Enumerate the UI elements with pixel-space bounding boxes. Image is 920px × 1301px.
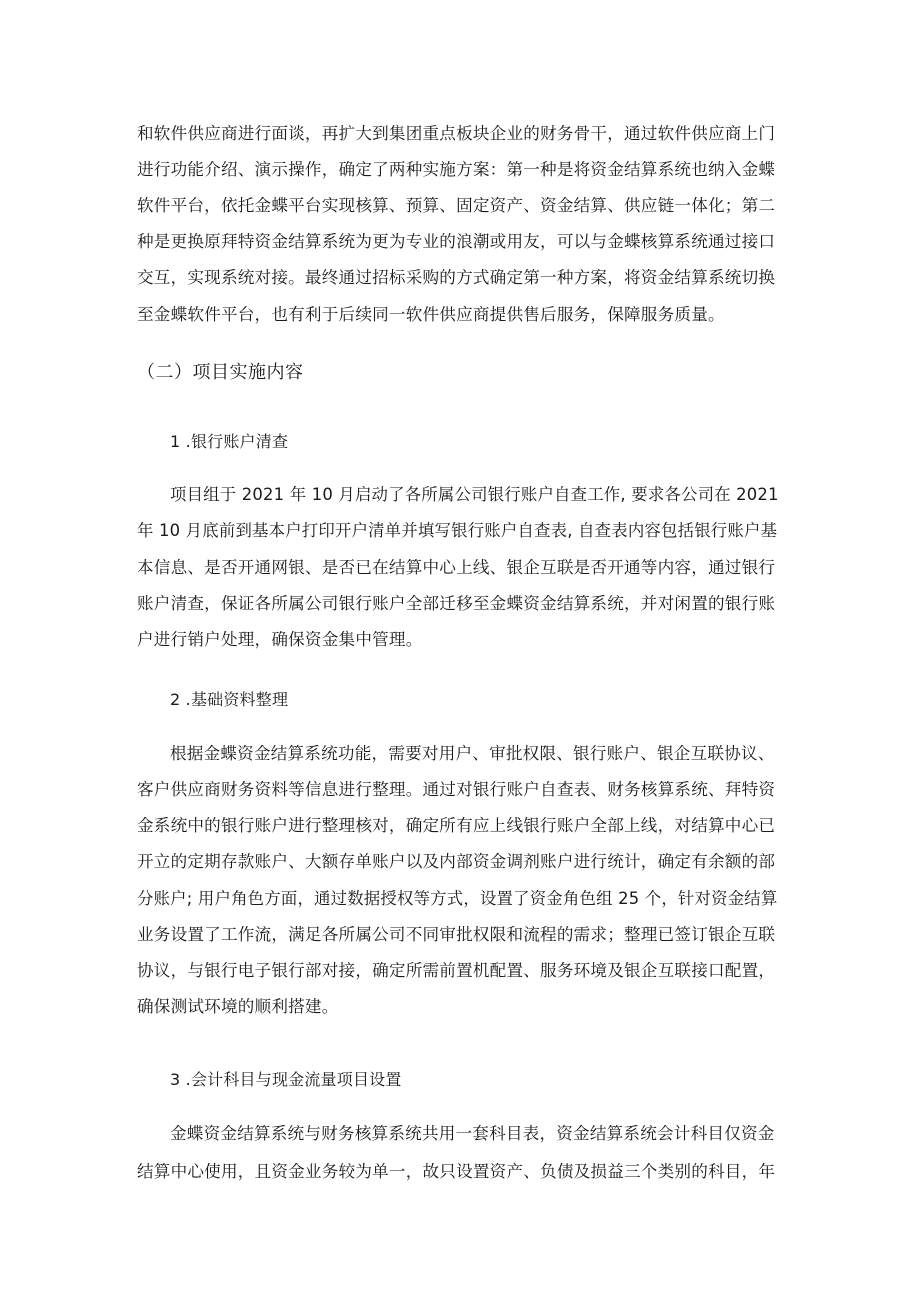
paragraph-line: 和软件供应商进行面谈，再扩大到集团重点板块企业的财务骨干，通过软件供应商上门 xyxy=(137,124,776,143)
subsection-heading: 1 .银行账户清查 xyxy=(170,432,289,451)
subsection-heading: 2 .基础资料整理 xyxy=(170,690,289,709)
section-heading: （二）项目实施内容 xyxy=(137,362,304,383)
paragraph-line: 软件平台，依托金蝶平台实现核算、预算、固定资产、资金结算、供应链一体化；第二 xyxy=(137,196,776,215)
paragraph-line: 年 10 月底前到基本户打印开户清单并填写银行账户自查表, 自查表内容包括银行账户基 xyxy=(137,521,778,540)
subsection-heading: 3 .会计科目与现金流量项目设置 xyxy=(170,1070,402,1089)
paragraph-line: 至金蝶软件平台，也有利于后续同一软件供应商提供售后服务，保障服务质量。 xyxy=(137,305,725,324)
paragraph-line: 进行功能介绍、演示操作，确定了两种实施方案：第一种是将资金结算系统也纳入金蝶 xyxy=(137,160,776,179)
paragraph-line: 确保测试环境的顺利搭建。 xyxy=(137,997,339,1016)
paragraph-line: 客户供应商财务资料等信息进行整理。通过对银行账户自查表、财务核算系统、拜特资 xyxy=(137,780,776,799)
paragraph-line: 开立的定期存款账户、大额存单账户以及内部资金调剂账户进行统计，确定有余额的部 xyxy=(137,852,776,871)
paragraph-line: 金蝶资金结算系统与财务核算系统共用一套科目表，资金结算系统会计科目仅资金 xyxy=(170,1124,775,1143)
paragraph-line: 账户清查，保证各所属公司银行账户全部迁移至金蝶资金结算系统，并对闲置的银行账 xyxy=(137,594,776,613)
paragraph-line: 项目组于 2021 年 10 月启动了各所属公司银行账户自查工作, 要求各公司在 2021 xyxy=(170,485,779,504)
paragraph-line: 协议，与银行电子银行部对接，确定所需前置机配置、服务环境及银企互联接口配置， xyxy=(137,961,776,980)
paragraph-line: 业务设置了工作流，满足各所属公司不同审批权限和流程的需求；整理已签订银企互联 xyxy=(137,925,776,944)
paragraph-line: 户进行销户处理，确保资金集中管理。 xyxy=(137,630,423,649)
paragraph-line: 结算中心使用，且资金业务较为单一，故只设置资产、负债及损益三个类别的科目，年 xyxy=(137,1162,776,1181)
paragraph-line: 金系统中的银行账户进行整理核对，确定所有应上线银行账户全部上线，对结算中心已 xyxy=(137,816,776,835)
paragraph-line: 分账户; 用户角色方面，通过数据授权等方式，设置了资金角色组 25 个，针对资金结算 xyxy=(137,889,778,908)
paragraph-line: 本信息、是否开通网银、是否已在结算中心上线、银企互联是否开通等内容，通过银行 xyxy=(137,558,776,577)
paragraph-line: 根据金蝶资金结算系统功能，需要对用户、审批权限、银行账户、银企互联协议、 xyxy=(170,744,775,763)
paragraph-line: 交互，实现系统对接。最终通过招标采购的方式确定第一种方案，将资金结算系统切换 xyxy=(137,268,776,287)
paragraph-line: 种是更换原拜特资金结算系统为更为专业的浪潮或用友，可以与金蝶核算系统通过接口 xyxy=(137,232,776,251)
